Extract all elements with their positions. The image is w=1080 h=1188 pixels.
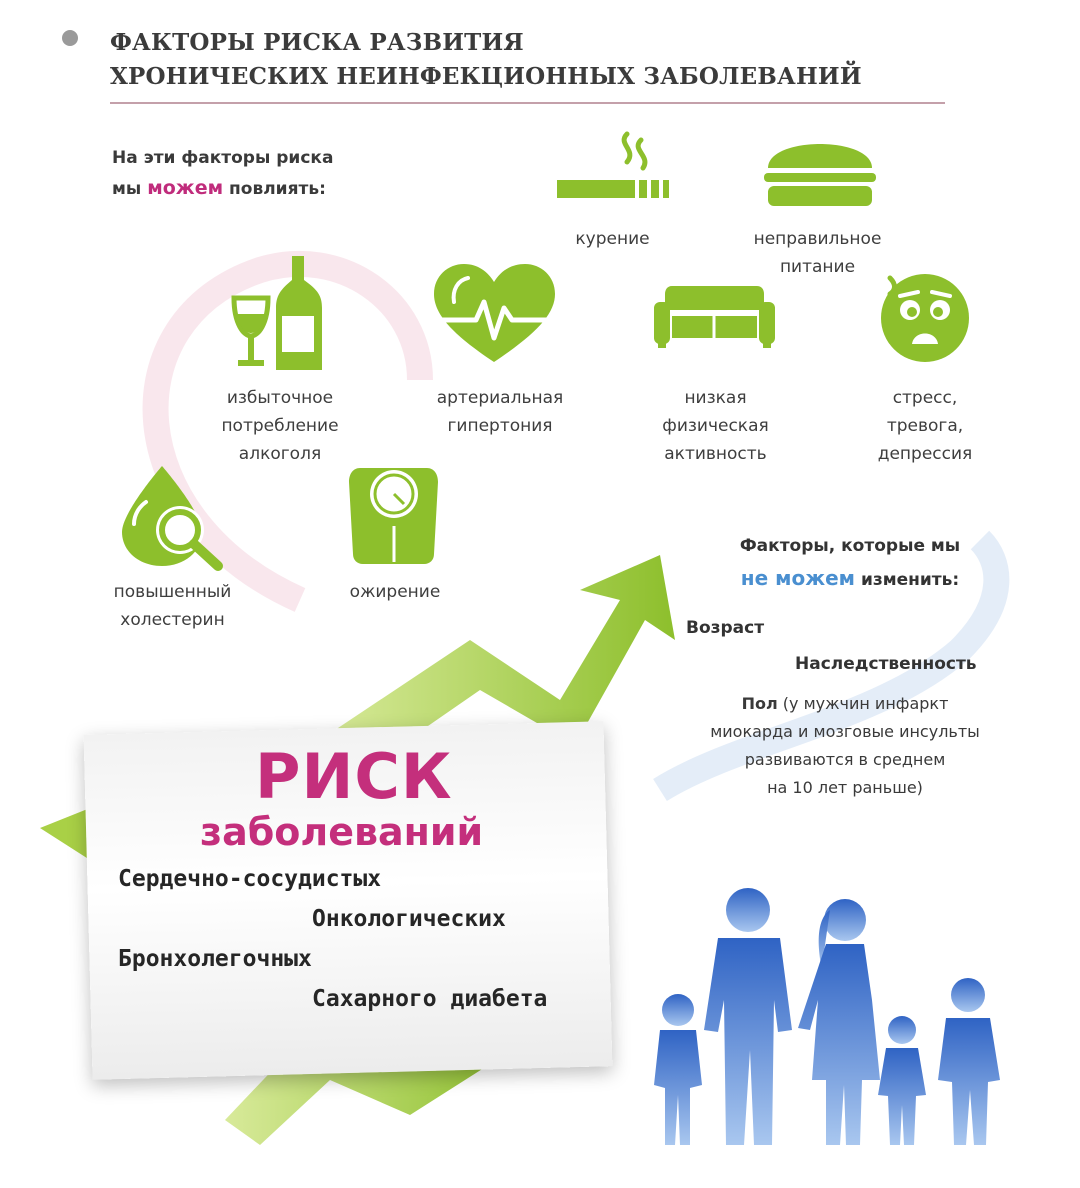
factor-age: Возраст — [686, 618, 765, 638]
sex-line-4: на 10 лет раньше) — [767, 778, 923, 797]
intro-prefix: мы — [112, 179, 142, 199]
heading-highlight: не можем — [740, 566, 856, 590]
factor-sex — [660, 690, 1030, 802]
non-modifiable-heading — [700, 530, 1000, 596]
heading-suffix: изменить: — [860, 570, 960, 590]
title-line-1: ФАКТОРЫ РИСКА РАЗВИТИЯ — [110, 29, 524, 56]
label-line: физическая — [662, 416, 769, 436]
sex-text-1: (у мужчин инфаркт — [782, 694, 949, 713]
risk-title: РИСК — [255, 740, 453, 813]
family-silhouette — [640, 880, 1020, 1150]
disease-oncological: Онкологических — [312, 906, 506, 932]
risk-subtitle: заболеваний — [200, 810, 484, 854]
sex-bold: Пол — [741, 694, 778, 713]
sex-line-1 — [660, 690, 1030, 718]
intro-highlight: можем — [147, 177, 224, 199]
label-line: депрессия — [877, 444, 973, 464]
disease-diabetes: Сахарного диабета — [312, 986, 548, 1012]
label-line: активность — [664, 444, 767, 464]
label-line: артериальная — [436, 388, 564, 408]
label-line: потребление — [221, 416, 339, 436]
label-line: питание — [779, 257, 856, 277]
label-line: низкая — [684, 388, 747, 408]
sex-line-3: развиваются в среднем — [744, 750, 946, 769]
intro-line-1: На эти факторы риска — [112, 148, 334, 168]
label-line: тревога, — [886, 416, 964, 436]
label-line: стресс, — [892, 388, 958, 408]
intro-suffix: повлиять: — [229, 179, 326, 199]
disease-cardiovascular: Сердечно-сосудистых — [118, 866, 382, 892]
label-line: ожирение — [349, 582, 441, 602]
label-line: холестерин — [120, 610, 225, 630]
disease-bronchopulmonary: Бронхолегочных — [118, 946, 312, 972]
label-line: избыточное — [226, 388, 334, 408]
label-line: гипертония — [447, 416, 553, 436]
heading-line-2 — [700, 562, 1000, 596]
heading-line-1: Факторы, которые мы — [739, 536, 961, 556]
label-line: курение — [575, 229, 650, 249]
title-line-2: ХРОНИЧЕСКИХ НЕИНФЕКЦИОННЫХ ЗАБОЛЕВАНИЙ — [110, 63, 862, 90]
sex-line-2: миокарда и мозговые инсульты — [710, 722, 980, 741]
label-line: неправильное — [753, 229, 882, 249]
label-line: повышенный — [113, 582, 232, 602]
label-line: алкоголя — [238, 444, 322, 464]
factor-heredity: Наследственность — [795, 654, 977, 674]
